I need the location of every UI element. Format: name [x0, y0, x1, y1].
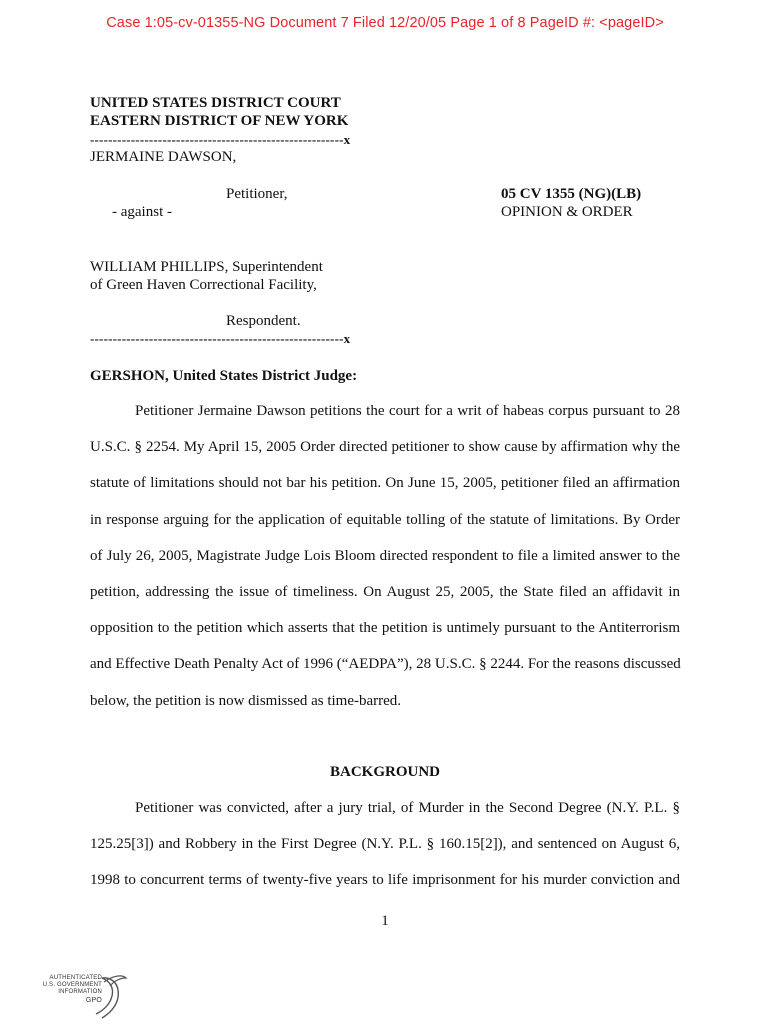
text-line: petition, addressing the issue of timeliness. On August 25, 2005, the State filed an affidavit in — [90, 584, 680, 601]
gpo-authentication-logo — [40, 972, 130, 1020]
text-line: opposition to the petition which asserts that the petition is untimely pursuant to the Antiterrorism — [90, 620, 680, 637]
text-line: and Effective Death Penalty Act of 1996 (“AEDPA”), 28 U.S.C. § 2244. For the reasons discussed — [90, 656, 681, 673]
respondent-name: WILLIAM PHILLIPS, Superintendent — [90, 259, 323, 275]
text-line: Petitioner Jermaine Dawson petitions the court for a writ of habeas corpus pursuant to 28 — [135, 403, 680, 419]
text-line: Petitioner was convicted, after a jury trial, of Murder in the Second Degree (N.Y. P.L. § — [135, 800, 680, 816]
text-line: 125.25[3]) and Robbery in the First Degree (N.Y. P.L. § 160.15[2]), and sentenced on August 6, — [90, 836, 680, 853]
eagle-icon — [40, 972, 130, 1020]
page-number: 1 — [381, 913, 389, 929]
case-number: 05 CV 1355 (NG)(LB) — [501, 186, 642, 202]
judge-heading: GERSHON, United States District Judge: — [90, 368, 358, 384]
petitioner-role: Petitioner, — [226, 186, 288, 202]
against-label: - against - — [112, 204, 172, 220]
respondent-facility: of Green Haven Correctional Facility, — [90, 277, 317, 293]
background-heading: BACKGROUND — [329, 764, 440, 780]
text-line: U.S.C. § 2254. My April 15, 2005 Order directed petitioner to show cause by affirmation why the — [90, 439, 680, 456]
text-line: of July 26, 2005, Magistrate Judge Lois Bloom directed respondent to file a limited answer to the — [90, 547, 680, 564]
intro-paragraph — [90, 393, 680, 719]
text-line: 1998 to concurrent terms of twenty-five years to life imprisonment for his murder conviction and — [90, 872, 680, 889]
court-name: UNITED STATES DISTRICT COURT — [90, 95, 341, 111]
case-header-stamp: Case 1:05-cv-01355-NG Document 7 Filed 12/20/05 Page 1 of 8 PageID #: <pageID> — [106, 15, 664, 31]
respondent-role: Respondent. — [226, 313, 301, 329]
caption-divider-top: --------------------------------------------------------x — [90, 132, 351, 147]
petitioner-name: JERMAINE DAWSON, — [90, 149, 237, 165]
court-district: EASTERN DISTRICT OF NEW YORK — [90, 113, 349, 129]
background-paragraph — [90, 790, 680, 899]
text-line: statute of limitations should not bar his petition. On June 15, 2005, petitioner filed an affirmation — [90, 475, 680, 492]
text-line: in response arguing for the application of equitable tolling of the statute of limitations. By Order — [90, 511, 680, 528]
document-type: OPINION & ORDER — [501, 204, 633, 220]
gpo-logo-text: AUTHENTICATED U.S. GOVERNMENT INFORMATION GPO — [42, 975, 102, 1004]
text-line: below, the petition is now dismissed as time-barred. — [90, 692, 402, 709]
caption-divider-bottom: --------------------------------------------------------x — [90, 331, 351, 346]
